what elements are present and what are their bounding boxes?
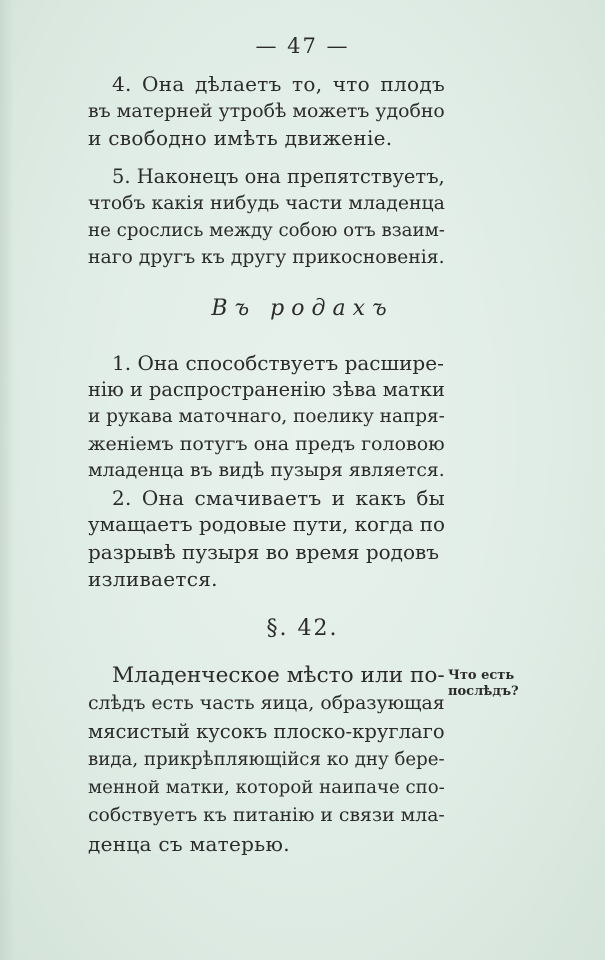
- section-heading: Въ родахъ: [211, 296, 394, 321]
- text-line: изливается.: [88, 567, 218, 591]
- text-line: Младенческое мѣсто или по-: [112, 663, 445, 688]
- text-line: и свободно имѣть движеніе.: [88, 126, 393, 150]
- text-line: женіемъ потугъ она предъ головою: [88, 433, 445, 455]
- text-line: денца съ матерью.: [88, 832, 290, 856]
- text-line: 1. Она способствуетъ расшире-: [112, 351, 444, 375]
- text-line: не срослись между собою отъ взаим-: [88, 220, 445, 241]
- text-line: младенца въ видѣ пузыря является.: [88, 460, 445, 481]
- page-fold-shadow: [0, 0, 14, 960]
- text-line: менной матки, которой наипаче спо-: [88, 777, 445, 798]
- margin-note-line: Что есть: [448, 668, 515, 683]
- text-line: 5. Наконецъ она препятствуетъ,: [112, 165, 445, 188]
- text-line: умащаетъ родовые пути, когда по: [88, 513, 445, 536]
- page-number: — 47 —: [255, 34, 350, 58]
- margin-note-line: послѣдъ?: [448, 684, 519, 699]
- text-line: собствуетъ къ питанію и связи мла-: [88, 805, 445, 826]
- text-line: нію и распространенію зѣва матки: [88, 378, 445, 401]
- text-line: слѣдъ есть часть яица, образующая: [88, 693, 445, 714]
- text-line: разрывѣ пузыря во время родовъ: [88, 540, 440, 564]
- text-line: въ матерней утробѣ можетъ удобно: [88, 100, 445, 122]
- text-line: наго другъ къ другу прикосновенія.: [88, 247, 445, 268]
- text-line: 4. Она дѣлаетъ то, что плодъ: [112, 72, 445, 96]
- section-number: §. 42.: [266, 616, 339, 641]
- text-line: вида, прикрѣпляющійся ко дну бере-: [88, 749, 445, 770]
- text-line: чтобъ какія нибудь части младенца: [88, 193, 445, 214]
- text-line: 2. Она смачиваетъ и какъ бы: [112, 486, 445, 510]
- text-line: и рукава маточнаго, поелику напря-: [88, 406, 445, 427]
- text-line: мясистый кусокъ плоско-круглаго: [88, 720, 445, 743]
